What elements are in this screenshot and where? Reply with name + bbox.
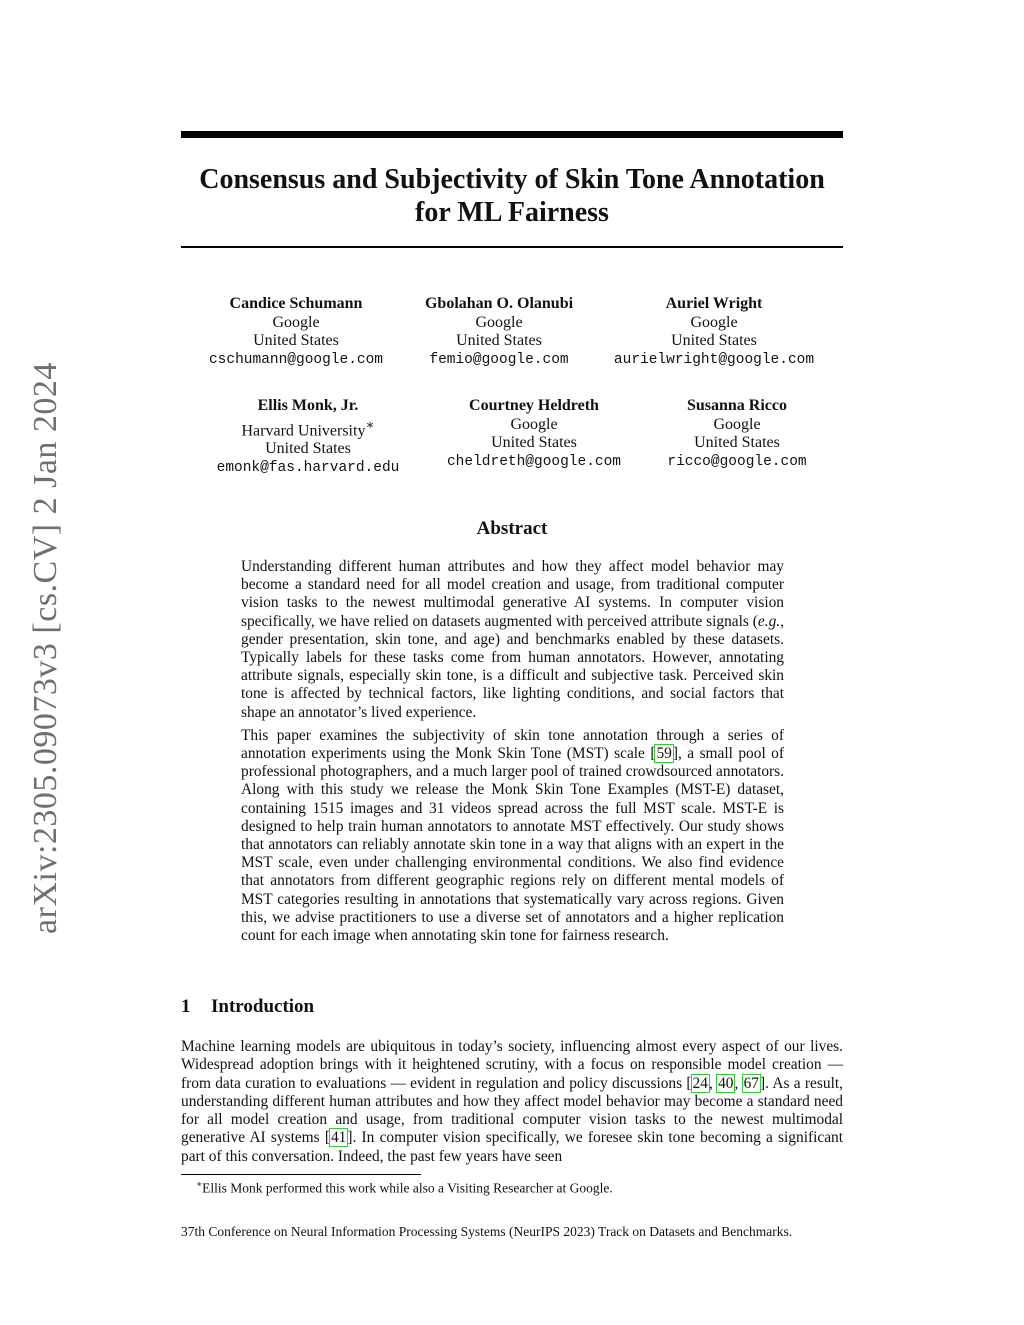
footnote [196, 1179, 613, 1197]
author-affiliation: Google [690, 313, 738, 331]
citation-link[interactable]: 41 [330, 1129, 347, 1147]
citation-link[interactable]: 59 [656, 745, 672, 763]
author-email[interactable]: cheldreth@google.com [446, 453, 622, 470]
author-name: Gbolahan O. Olanubi [424, 295, 574, 312]
author-country: United States [456, 332, 542, 349]
author-email[interactable]: cschumann@google.com [208, 351, 384, 368]
abstract-paragraph-1: Understanding different human attributes and how they affect model behavior may become a standard need for all model creation and usage, from traditional computer vision tasks to the newest multimodal generative AI systems. In computer vision specifically, we have relied on datasets augmented with perceived attribute signals (e.g., gender presentation, skin tone, and age) and benchmarks enabled by these datasets. Typically labels for these tasks come from human annotators. However, annotating attribute signals, especially skin tone, is a difficult and subjective task. Perceived skin tone is affected by technical factors, like lighting conditions, and social factors that shape an annotator’s lived experience. [241, 558, 784, 721]
abstract-heading: Abstract [476, 518, 548, 539]
section-heading-introduction [181, 996, 314, 1018]
emphasis: e.g. [757, 612, 781, 630]
title-top-rule [181, 131, 843, 138]
citation-link[interactable]: 67 [743, 1074, 759, 1092]
author-email[interactable]: ricco@google.com [667, 453, 807, 470]
author-name: Ellis Monk, Jr. [257, 397, 359, 414]
paper-title-line-1: Consensus and Subjectivity of Skin Tone Annotation [199, 164, 825, 195]
author-country: United States [265, 440, 351, 458]
paper-title [181, 163, 843, 229]
footnote-rule [181, 1174, 421, 1175]
author-affiliation: Google [713, 415, 761, 433]
section-title: Introduction [211, 996, 315, 1017]
paper-title-line-2: for ML Fairness [415, 197, 609, 228]
author-email[interactable]: emonk@fas.harvard.edu [216, 459, 400, 476]
author-block [188, 397, 428, 477]
footnote-mark: ∗ [196, 1179, 203, 1189]
author-name: Auriel Wright [665, 295, 763, 312]
author-email[interactable]: femio@google.com [429, 351, 569, 368]
abstract-body [241, 558, 784, 950]
affiliation-footnote-mark: ∗ [365, 416, 375, 432]
author-block [379, 295, 619, 369]
citation-link[interactable]: 40 [718, 1074, 734, 1092]
author-affiliation: Harvard University∗ [241, 416, 375, 439]
introduction-body [181, 1038, 843, 1166]
author-email[interactable]: aurielwright@google.com [613, 351, 815, 368]
author-country: United States [694, 434, 780, 451]
author-country: United States [253, 332, 339, 349]
section-number: 1 [181, 996, 191, 1017]
introduction-paragraph: Machine learning models are ubiquitous in today’s society, influencing almost every aspect of our lives. Widespread adoption brings with it heightened scrutiny, with a focus on responsible model creation — from data curation to evaluations — evident in regulation and policy discussions [24, 40, 67]. As a result, understanding different human attributes and how they affect model behavior may become a standard need for all model creation and usage, from traditional computer vision tasks to the newest multimodal generative AI systems [41]. In computer vision specifically, we foresee skin tone becoming a significant part of this conversation. Indeed, the past few years have seen [181, 1038, 844, 1165]
author-name: Candice Schumann [229, 295, 363, 312]
footnote-text: Ellis Monk performed this work while also a Visiting Researcher at Google. [202, 1180, 613, 1196]
author-country: United States [671, 332, 757, 349]
author-affiliation: Google [475, 313, 523, 331]
author-country: United States [491, 434, 577, 451]
abstract-paragraph-2: This paper examines the subjectivity of skin tone annotation through a series of annotation experiments using the Monk Skin Tone (MST) scale [59], a small pool of professional photographers, and a much larger pool of trained crowdsourced annotators. Along with this study we release the Monk Skin Tone Examples (MST-E) dataset, containing 1515 images and 31 videos spread across the full MST scale. MST-E is designed to help train human annotators to annotate MST effectively. Our study shows that annotators can reliably annotate skin tone in a way that aligns with an expert in the MST scale, even under challenging environmental conditions. We also find evidence that annotators from different geographic regions rely on different mental models of MST categories resulting in annotations that systematically vary across regions. Given this, we advise practitioners to use a diverse set of annotators and a higher replication count for each image when annotating skin tone for fairness research. [241, 726, 784, 945]
citation-link[interactable]: 24 [692, 1074, 708, 1092]
author-block [594, 295, 834, 369]
author-block [617, 397, 857, 471]
author-name: Courtney Heldreth [469, 397, 599, 414]
venue-note: 37th Conference on Neural Information Processing Systems (NeurIPS 2023) Track on Datasets and Benchmarks. [181, 1224, 793, 1239]
author-affiliation: Google [510, 415, 558, 433]
author-affiliation: Google [272, 313, 320, 331]
author-name: Susanna Ricco [686, 397, 788, 414]
arxiv-identifier: arXiv:2305.09073v3 [cs.CV] 2 Jan 2024 [27, 362, 64, 934]
title-bottom-rule [181, 246, 843, 248]
